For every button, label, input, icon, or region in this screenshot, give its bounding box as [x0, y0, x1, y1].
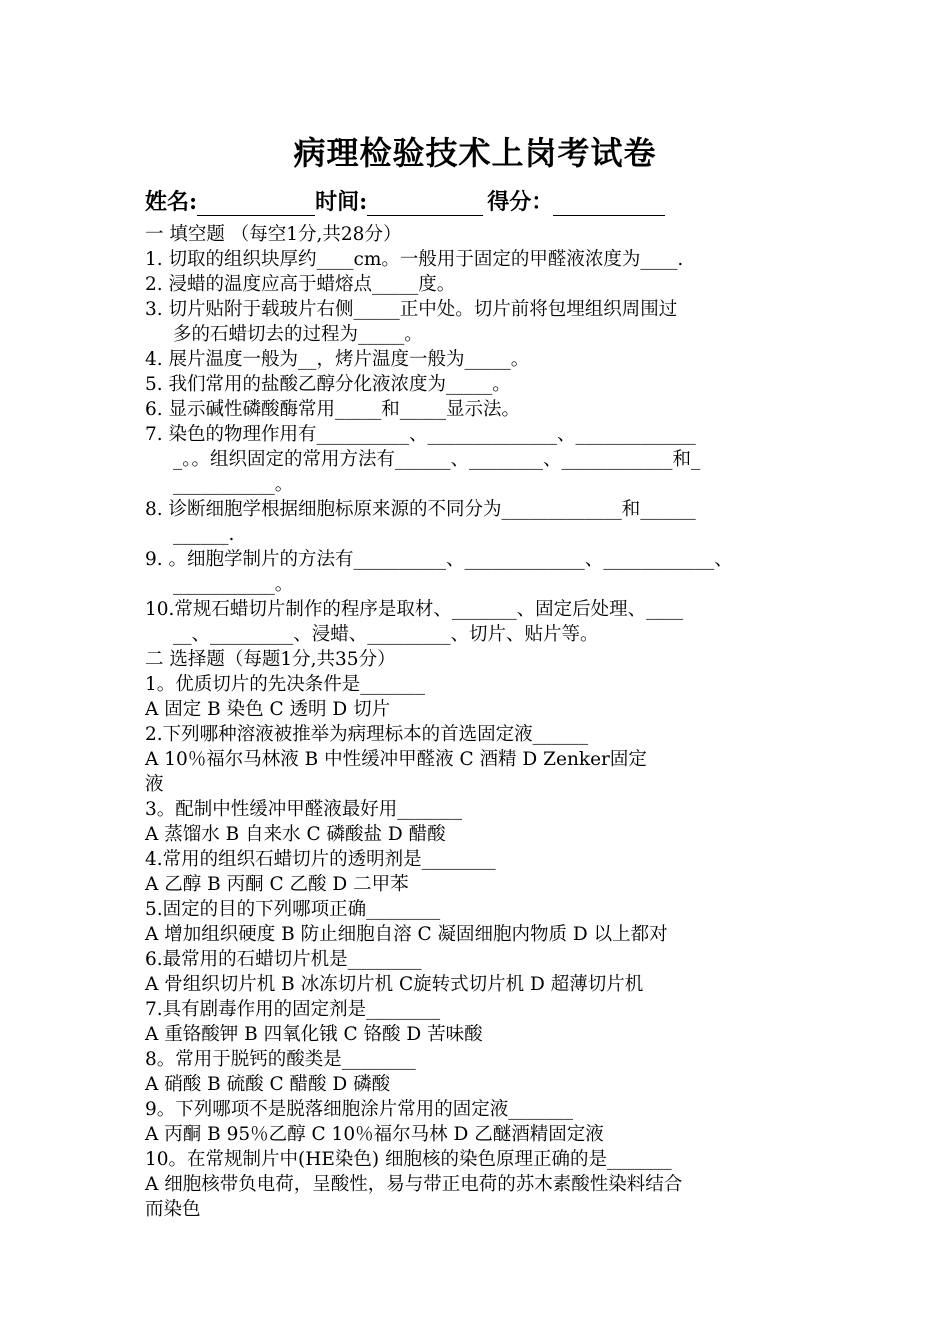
- options-line: A 硝酸 B 硫酸 C 醋酸 D 磷酸: [145, 1074, 391, 1095]
- options-line: A 重铬酸钾 B 四氧化锇 C 铬酸 D 苦味酸: [145, 1024, 483, 1045]
- exam-title: 病理检验技术上岗考试卷: [293, 134, 657, 172]
- question-line: 7. 染色的物理作用有__________、______________、_____________: [145, 424, 696, 445]
- question-line: 1. 切取的组织块厚约____cm。一般用于固定的甲醛液浓度为____.: [145, 249, 684, 270]
- student-info-row: [145, 185, 665, 216]
- question-line: 3. 切片贴附于载玻片右侧_____正中处。切片前将包埋组织周围过: [145, 299, 678, 320]
- question-line: 8。常用于脱钙的酸类是________: [145, 1049, 416, 1070]
- question-line: 6. 显示碱性磷酸酶常用_____和_____显示法。: [145, 399, 521, 420]
- question-line: 8. 诊断细胞学根据细胞标原来源的不同分为_____________和______: [145, 499, 696, 520]
- name-label: 姓名:: [145, 189, 198, 215]
- question-line: 1。优质切片的先决条件是_______: [145, 674, 426, 695]
- question-line: 2.下列哪种溶液被推举为病理标本的首选固定液______: [145, 724, 589, 745]
- time-blank[interactable]: [367, 193, 483, 216]
- question-line: __、_________、浸蜡、_________、切片、贴片等。: [173, 624, 599, 645]
- options-line: A 乙醇 B 丙酮 C 乙酸 D 二甲苯: [145, 874, 409, 895]
- question-line: 3。配制中性缓冲甲醛液最好用_______: [145, 799, 463, 820]
- question-line: 5.固定的目的下列哪项正确________: [145, 899, 441, 920]
- options-line: A 增加组织硬度 B 防止细胞自溶 C 凝固细胞内物质 D 以上都对: [145, 924, 668, 945]
- options-line: 液: [145, 774, 164, 795]
- question-line: 多的石蜡切去的过程为_____。: [173, 324, 423, 345]
- question-line: 6.最常用的石蜡切片机是________: [145, 949, 422, 970]
- question-line: _。。组织固定的常用方法有______、________、____________和_: [173, 449, 701, 470]
- options-line: A 10％福尔马林液 B 中性缓冲甲醛液 C 酒精 D Zenker固定: [145, 749, 647, 770]
- question-line: 9. 。细胞学制片的方法有__________、_____________、____________、: [145, 549, 733, 570]
- section-fill-heading: 一 填空题 （每空1分,共28分）: [145, 224, 402, 245]
- options-line: A 蒸馏水 B 自来水 C 磷酸盐 D 醋酸: [145, 824, 446, 845]
- question-line: 10.常规石蜡切片制作的程序是取材、_______、固定后处理、____: [145, 599, 684, 620]
- exam-body: [145, 222, 815, 1222]
- options-line: 而染色: [145, 1199, 201, 1220]
- question-line: ___________。: [173, 474, 294, 495]
- question-line: 7.具有剧毒作用的固定剂是________: [145, 999, 441, 1020]
- options-line: A 骨组织切片机 B 冰冻切片机 C旋转式切片机 D 超薄切片机: [145, 974, 644, 995]
- options-line: A 丙酮 B 95％乙醇 C 10％福尔马林 D 乙醚酒精固定液: [145, 1124, 604, 1145]
- options-line: A 细胞核带负电荷，呈酸性，易与带正电荷的苏木素酸性染料结合: [145, 1174, 683, 1195]
- name-blank[interactable]: [197, 193, 315, 216]
- question-line: 5. 我们常用的盐酸乙醇分化液浓度为_____。: [145, 374, 511, 395]
- time-label: 时间:: [315, 189, 368, 215]
- section-choice-heading: 二 选择题（每题1分,共35分）: [145, 649, 396, 670]
- question-line: 4.常用的组织石蜡切片的透明剂是________: [145, 849, 496, 870]
- score-blank[interactable]: [553, 193, 665, 216]
- question-line: ______.: [173, 524, 235, 545]
- question-line: 2. 浸蜡的温度应高于蜡熔点_____度。: [145, 274, 456, 295]
- question-line: 9。下列哪项不是脱落细胞涂片常用的固定液_______: [145, 1099, 574, 1120]
- score-label: 得分：: [487, 189, 554, 215]
- question-line: 10。在常规制片中(HE染色) 细胞核的染色原理正确的是_______: [145, 1149, 672, 1170]
- options-line: A 固定 B 染色 C 透明 D 切片: [145, 699, 391, 720]
- question-line: ___________。: [173, 574, 294, 595]
- question-line: 4. 展片温度一般为__，烤片温度一般为_____。: [145, 349, 530, 370]
